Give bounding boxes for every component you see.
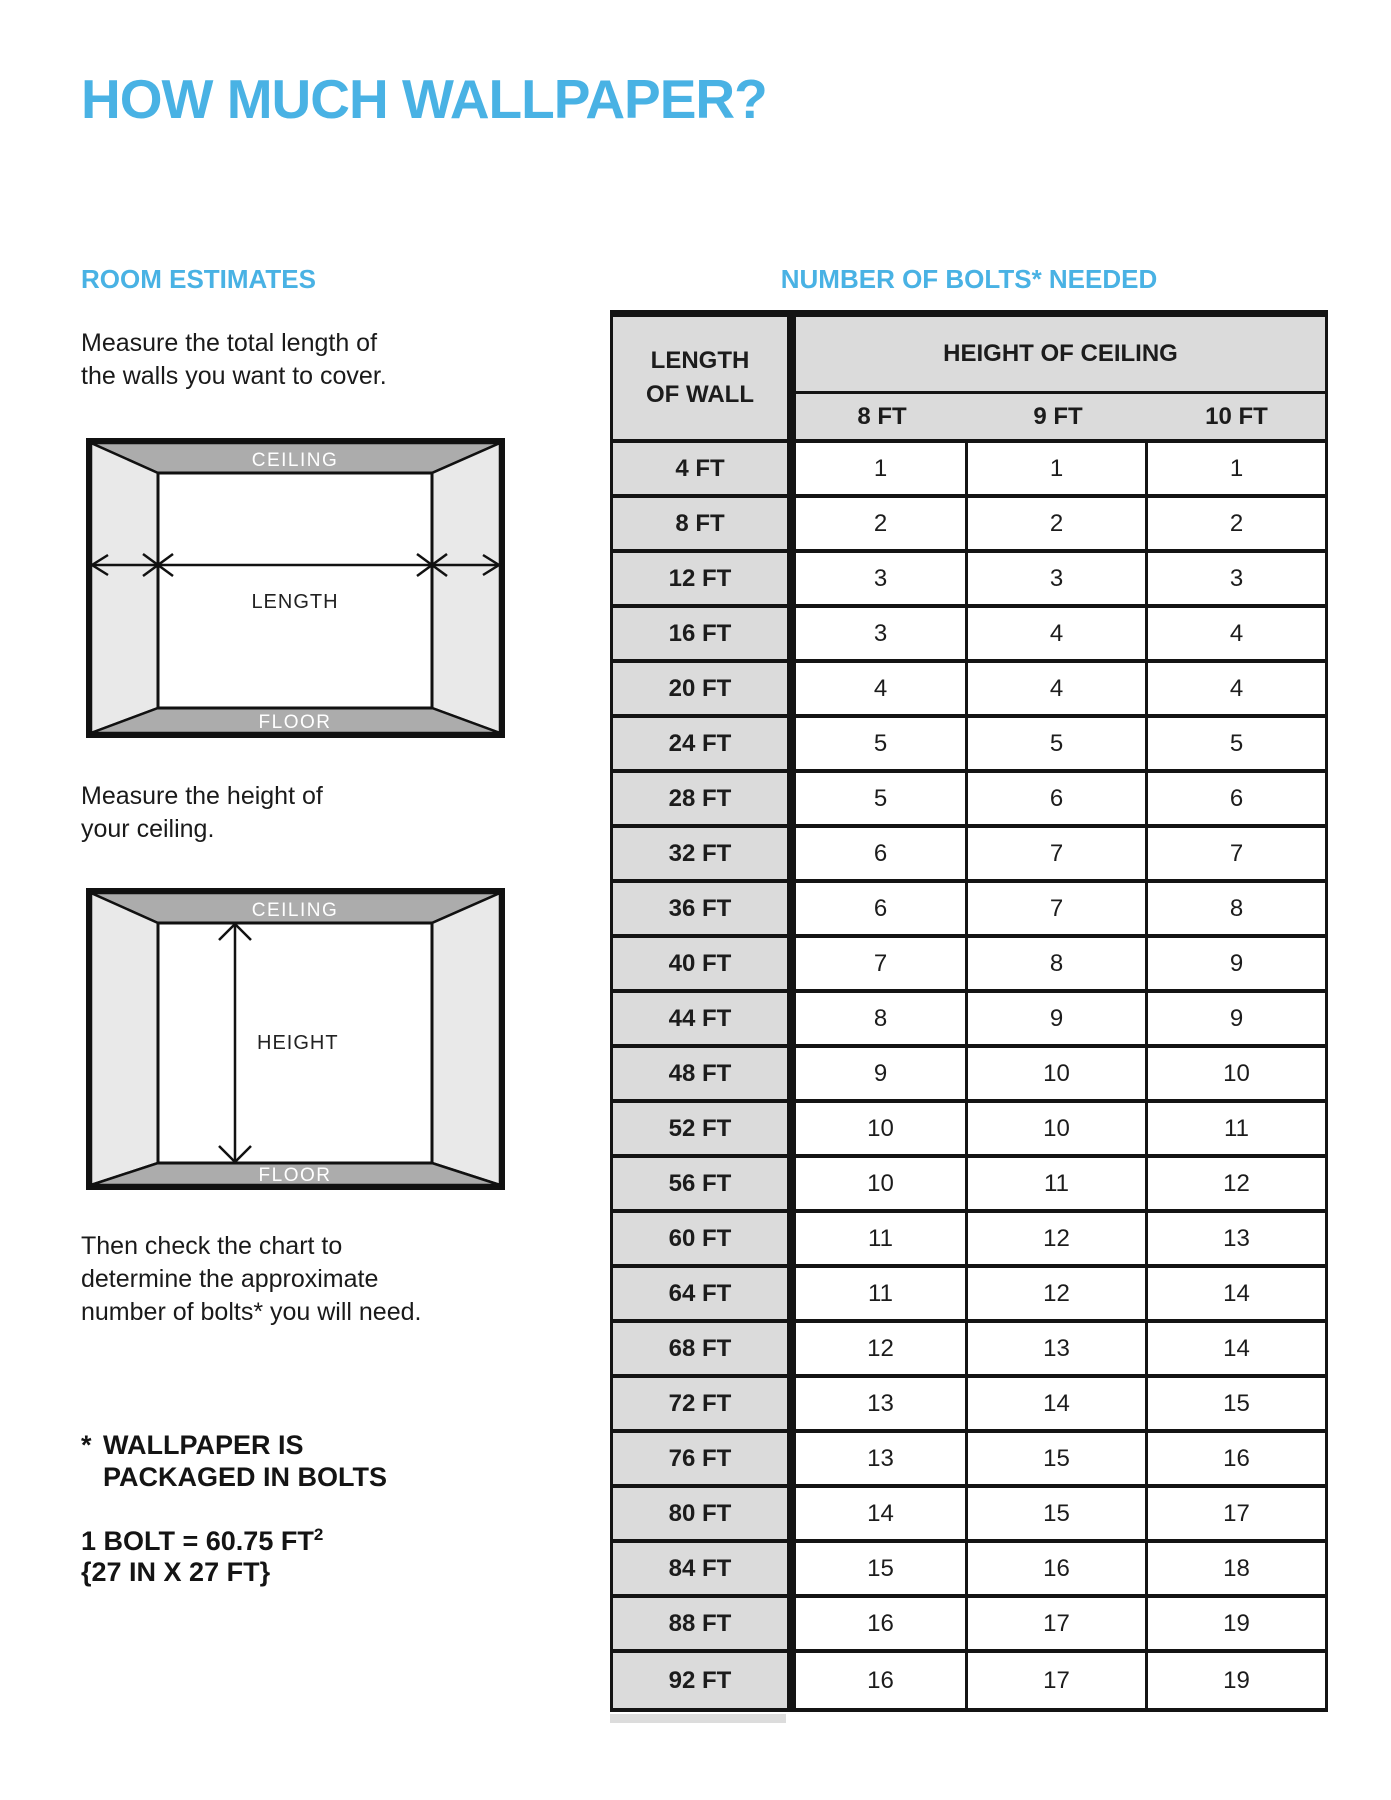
wall-length-cell: 72 FT xyxy=(613,1378,796,1433)
floor-label: FLOOR xyxy=(258,1165,332,1186)
bolt-equation: 1 BOLT = 60.75 $FT^2$ xyxy=(81,1525,324,1556)
bolt-count-cell: 4 xyxy=(1148,663,1325,718)
bolt-count-cell: 6 xyxy=(1148,773,1325,828)
bolt-count-cell: 9 xyxy=(1148,938,1325,993)
wall-length-cell: 28 FT xyxy=(613,773,796,828)
bolt-count-cell: 12 xyxy=(796,1323,968,1378)
right-wall-panel xyxy=(432,443,500,733)
wall-length-cell: 76 FT xyxy=(613,1433,796,1488)
bolt-count-cell: 4 xyxy=(968,663,1148,718)
paragraph-line: Measure the height of xyxy=(81,782,323,810)
ceiling-label: CEILING xyxy=(251,450,339,471)
bolt-count-cell: 9 xyxy=(796,1048,968,1103)
measure-height-paragraph xyxy=(81,780,323,846)
bolt-count-cell: 7 xyxy=(796,938,968,993)
height-room-drawing xyxy=(86,888,505,1190)
bolt-count-cell: 11 xyxy=(968,1158,1148,1213)
bolt-count-cell: 12 xyxy=(1148,1158,1325,1213)
bolt-count-cell: 7 xyxy=(1148,828,1325,883)
wall-length-cell: 56 FT xyxy=(613,1158,796,1213)
height-room-diagram xyxy=(86,888,505,1190)
bolt-size-info xyxy=(81,1526,323,1588)
table-tail-strip xyxy=(610,1714,786,1723)
wall-length-cell: 8 FT xyxy=(613,498,796,553)
height-of-ceiling-header: HEIGHT OF CEILING xyxy=(796,317,1325,394)
bolt-count-cell: 13 xyxy=(1148,1213,1325,1268)
bolt-count-cell: 14 xyxy=(968,1378,1148,1433)
bolt-count-cell: 6 xyxy=(796,883,968,938)
bolt-count-cell: 5 xyxy=(1148,718,1325,773)
bolt-count-cell: 7 xyxy=(968,828,1148,883)
wall-length-cell: 40 FT xyxy=(613,938,796,993)
wall-length-cell: 92 FT xyxy=(613,1653,796,1708)
paragraph-line: your ceiling. xyxy=(81,815,215,843)
superscript-2: 2 xyxy=(313,1525,324,1544)
measure-length-paragraph xyxy=(81,327,387,393)
check-chart-paragraph xyxy=(81,1230,421,1329)
bolt-count-cell: 4 xyxy=(1148,608,1325,663)
length-measure-label: LENGTH xyxy=(251,591,339,613)
height-measure-label: HEIGHT xyxy=(257,1032,339,1054)
bolt-count-cell: 11 xyxy=(796,1268,968,1323)
bolt-count-cell: 6 xyxy=(796,828,968,883)
bolt-count-cell: 8 xyxy=(968,938,1148,993)
bolt-count-cell: 8 xyxy=(796,993,968,1048)
bolt-count-cell: 18 xyxy=(1148,1543,1325,1598)
bolt-count-cell: 16 xyxy=(968,1543,1148,1598)
bolt-count-cell: 17 xyxy=(1148,1488,1325,1543)
bolts-table xyxy=(610,317,1328,1712)
bolt-count-cell: 10 xyxy=(968,1048,1148,1103)
asterisk: * xyxy=(81,1430,92,1460)
bolt-count-cell: 3 xyxy=(796,608,968,663)
bolts-needed-heading: NUMBER OF BOLTS* NEEDED xyxy=(780,264,1158,294)
wallpaper-bolts-footnote xyxy=(81,1429,387,1493)
wall-length-cell: 24 FT xyxy=(613,718,796,773)
paragraph-line: the walls you want to cover. xyxy=(81,362,387,390)
bolt-count-cell: 19 xyxy=(1148,1598,1325,1653)
wall-length-cell: 36 FT xyxy=(613,883,796,938)
bolt-count-cell: 11 xyxy=(796,1213,968,1268)
bolt-count-cell: 3 xyxy=(796,553,968,608)
wall-length-cell: 64 FT xyxy=(613,1268,796,1323)
wall-length-cell: 60 FT xyxy=(613,1213,796,1268)
bolt-count-cell: 1 xyxy=(1148,443,1325,498)
wall-length-cell: 44 FT xyxy=(613,993,796,1048)
wall-length-cell: 68 FT xyxy=(613,1323,796,1378)
bolt-count-cell: 10 xyxy=(968,1103,1148,1158)
wall-length-cell: 80 FT xyxy=(613,1488,796,1543)
bolt-count-cell: 5 xyxy=(968,718,1148,773)
page-title: HOW MUCH WALLPAPER? xyxy=(81,68,767,130)
wall-length-cell: 52 FT xyxy=(613,1103,796,1158)
footnote-line: PACKAGED IN BOLTS xyxy=(103,1462,388,1492)
bolt-count-cell: 3 xyxy=(1148,553,1325,608)
bolt-count-cell: 10 xyxy=(796,1158,968,1213)
bolt-count-cell: 15 xyxy=(968,1488,1148,1543)
bolt-count-cell: 16 xyxy=(796,1653,968,1708)
paragraph-line: determine the approximate xyxy=(81,1265,379,1293)
paragraph-line: Measure the total length of xyxy=(81,329,378,357)
bolt-count-cell: 5 xyxy=(796,718,968,773)
wall-length-cell: 88 FT xyxy=(613,1598,796,1653)
bolt-count-cell: 12 xyxy=(968,1213,1148,1268)
footnote-text: WALLPAPER IS xyxy=(103,1430,304,1460)
wall-length-cell: 84 FT xyxy=(613,1543,796,1598)
bolt-count-cell: 5 xyxy=(796,773,968,828)
room-estimates-heading: ROOM ESTIMATES xyxy=(81,264,316,294)
bolt-count-cell: 6 xyxy=(968,773,1148,828)
column-header-8ft: 8 FT xyxy=(796,394,968,443)
bolt-count-cell: 13 xyxy=(796,1378,968,1433)
bolt-count-cell: 15 xyxy=(1148,1378,1325,1433)
bolt-count-cell: 3 xyxy=(968,553,1148,608)
bolt-count-cell: 14 xyxy=(1148,1268,1325,1323)
length-room-diagram xyxy=(86,438,505,738)
bolt-count-cell: 2 xyxy=(796,498,968,553)
bolt-count-cell: 16 xyxy=(1148,1433,1325,1488)
bolt-count-cell: 15 xyxy=(968,1433,1148,1488)
length-room-drawing xyxy=(86,438,505,738)
wall-length-cell: 20 FT xyxy=(613,663,796,718)
floor-label: FLOOR xyxy=(258,712,332,733)
left-wall-panel xyxy=(91,443,158,733)
column-header-9ft: 9 FT xyxy=(968,394,1148,443)
bolt-count-cell: 19 xyxy=(1223,1666,1250,1694)
bolt-count-cell: 1 xyxy=(796,443,968,498)
bolt-count-cell: 1 xyxy=(968,443,1148,498)
bolt-count-cell: 16 xyxy=(796,1598,968,1653)
length-of-wall-header: LENGTH OF WALL xyxy=(613,317,796,443)
bolt-count-cell: 7 xyxy=(968,883,1148,938)
ceiling-label: CEILING xyxy=(251,900,339,921)
bolt-count-cell: 4 xyxy=(968,608,1148,663)
bolt-count-cell: 17 xyxy=(968,1653,1148,1708)
wall-length-cell: 16 FT xyxy=(613,608,796,663)
bolt-count-cell: 11 xyxy=(1148,1103,1325,1158)
bolt-count-cell: 12 xyxy=(968,1268,1148,1323)
table-top-bar xyxy=(610,310,1328,317)
bolt-count-cell: 10 xyxy=(796,1103,968,1158)
wall-length-cell: 48 FT xyxy=(613,1048,796,1103)
bolt-count-cell: 4 xyxy=(796,663,968,718)
bolt-count-cell: 14 xyxy=(1148,1323,1325,1378)
wall-length-cell: 32 FT xyxy=(613,828,796,883)
bolt-dimensions: {27 IN X 27 FT} xyxy=(81,1557,271,1587)
bolt-count-cell: 10 xyxy=(1148,1048,1325,1103)
bolt-count-cell: 13 xyxy=(968,1323,1148,1378)
bolt-count-cell: 17 xyxy=(968,1598,1148,1653)
right-wall-panel xyxy=(432,893,500,1185)
bolt-count-cell: 15 xyxy=(796,1543,968,1598)
bolt-count-cell: 2 xyxy=(968,498,1148,553)
bolt-count-cell: 9 xyxy=(1148,993,1325,1048)
left-wall-panel xyxy=(91,893,158,1185)
bolt-count-cell: 8 xyxy=(1148,883,1325,938)
wall-length-cell: 4 FT xyxy=(613,443,796,498)
bolt-count-cell: 14 xyxy=(796,1488,968,1543)
paragraph-line: number of bolts* you will need. xyxy=(81,1298,422,1326)
bolt-count-cell: 9 xyxy=(968,993,1148,1048)
column-header-10ft: 10 FT xyxy=(1148,394,1325,443)
paragraph-line: Then check the chart to xyxy=(81,1232,343,1260)
footnote-line xyxy=(81,1429,387,1461)
bolt-count-cell: 13 xyxy=(796,1433,968,1488)
bolt-count-cell: 2 xyxy=(1148,498,1325,553)
wall-length-cell: 12 FT xyxy=(613,553,796,608)
